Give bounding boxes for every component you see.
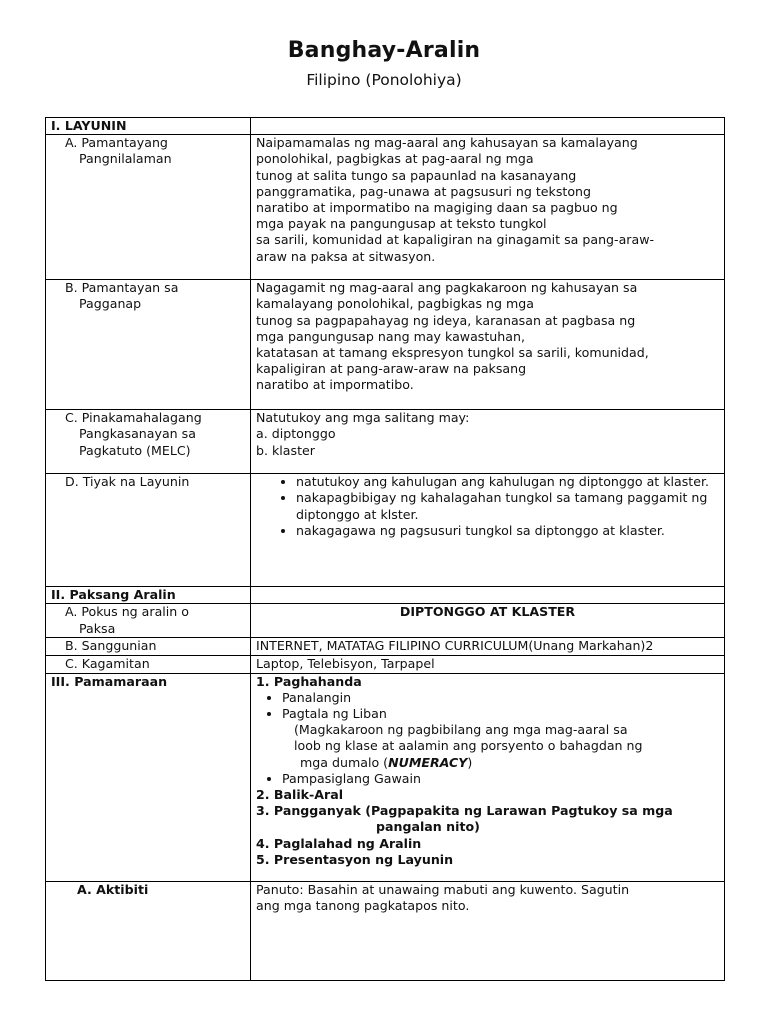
table-row — [46, 410, 725, 474]
row-label-pamantayan-sa-pagganap: B. Pamantayan sa Pagganap — [46, 280, 251, 410]
empty-cell — [251, 587, 725, 604]
objectives-list — [256, 474, 719, 539]
row-label-tiyak-na-layunin: D. Tiyak na Layunin — [46, 474, 251, 587]
table-row — [46, 280, 725, 410]
numeracy-emphasis: NUMERACY — [388, 754, 468, 770]
document-title: Banghay-Aralin — [287, 38, 481, 63]
table-row — [46, 587, 725, 604]
list-item: • nakagagawa ng pagsusuri tungkol sa diptonggo at klaster. — [296, 523, 719, 539]
table-row — [46, 118, 725, 135]
row-value-tiyak-na-layunin — [251, 474, 725, 587]
step-pangganyak: 3. Pangganyak (Pagpapakita ng Larawan Pagtukoy sa mga — [256, 803, 673, 819]
table-row — [46, 135, 725, 280]
row-label-kagamitan: C. Kagamitan — [46, 656, 251, 673]
section-heading-pamamaraan: III. Pamamaraan — [46, 673, 251, 881]
row-value-melc: Natutukoy ang mga salitang may: a. diptonggo b. klaster — [251, 410, 725, 474]
section-heading-paksang-aralin: II. Paksang Aralin — [46, 587, 251, 604]
lesson-topic: DIPTONGGO AT KLASTER — [251, 604, 725, 638]
table-row — [46, 656, 725, 673]
row-label-pamantayang-pangnilalaman: A. Pamantayang Pangnilalaman — [46, 135, 251, 280]
list-item: • natutukoy ang kahulugan ang kahulugan ng diptonggo at klaster. — [296, 474, 719, 490]
section-heading-layunin: I. LAYUNIN — [46, 118, 251, 135]
step-paghahanda: 1. Paghahanda — [256, 673, 362, 689]
row-value-pamantayang-pangnilalaman: Naipamamalas ng mag-aaral ang kahusayan sa kamalayang ponolohikal, pagbigkas at pag-aaral ng mga tunog at salita tungo sa papaunlad na kasanayang panggramatika, pag-unawa at pagsusuri ng tekstong naratibo at impormatibo na magiging daan sa pagbuo ng mga payak na pangungusap at teksto tungkol sa sarili, komunidad at kapaligiran na ginagamit sa pang-araw- araw na paksa at sitwasyon. — [251, 135, 725, 280]
paghahanda-list-2 — [256, 771, 719, 787]
row-value-sanggunian: INTERNET, MATATAG FILIPINO CURRICULUM(Unang Markahan)2 — [251, 638, 725, 656]
row-value-kagamitan: Laptop, Telebisyon, Tarpapel — [251, 656, 725, 673]
step-presentasyon: 5. Presentasyon ng Layunin — [256, 851, 454, 867]
row-label-aktibiti: A. Aktibiti — [46, 881, 251, 980]
row-label-melc: C. Pinakamahalagang Pangkasanayan sa Pagkatuto (MELC) — [46, 410, 251, 474]
table-row — [46, 604, 725, 638]
row-label-sanggunian: B. Sanggunian — [46, 638, 251, 656]
list-item: • Pampasiglang Gawain — [282, 771, 719, 787]
lesson-plan-table — [45, 117, 725, 981]
row-label-pokus-ng-aralin: A. Pokus ng aralin o Paksa — [46, 604, 251, 638]
list-item: • nakapagbibigay ng kahalagahan tungkol sa tamang paggamit ng diptonggo at klster. — [296, 490, 719, 522]
document-subtitle: Filipino (Ponolohiya) — [306, 71, 462, 89]
table-row — [46, 881, 725, 980]
table-row — [46, 474, 725, 587]
row-value-pamantayan-sa-pagganap: Nagagamit ng mag-aaral ang pagkakaroon ng kahusayan sa kamalayang ponolohikal, pagbigkas ng mga tunog sa pagpapahayag ng ideya, karanasan at pagbasa ng mga pangungusap nang may kawastuhan, katatasan at tamang ekspresyon tungkol sa sarili, komunidad, kapaligiran at pang-araw-araw na paksang naratibo at impormatibo. — [251, 280, 725, 410]
table-row — [46, 673, 725, 881]
list-item: • Pagtala ng Liban — [282, 706, 719, 722]
paghahanda-list — [256, 690, 719, 722]
row-value-aktibiti: Panuto: Basahin at unawaing mabuti ang kuwento. Sagutin ang mga tanong pagkatapos nito. — [251, 881, 725, 980]
step-balik-aral: 2. Balik-Aral — [256, 787, 344, 803]
table-row — [46, 638, 725, 656]
step-paglalahad: 4. Paglalahad ng Aralin — [256, 835, 422, 851]
row-value-pamamaraan: 1. Paghahanda • Panalangin • Pagtala ng Liban (Magkakaroon ng pagbibilang ang mga mag-aaral sa loob ng klase at aalamin ang porsyento o bahagdan ng mga dumalo (NUMERACY) • Pampasiglang Gawain 2. Balik-Aral 3. Pangganyak (Pagpapakita ng Larawan Pagtukoy sa mga pangalan nito) 4. Paglalahad ng Aralin 5. Presentasyon ng Layunin — [251, 673, 725, 881]
list-item: • Panalangin — [282, 690, 719, 706]
empty-cell — [251, 118, 725, 135]
